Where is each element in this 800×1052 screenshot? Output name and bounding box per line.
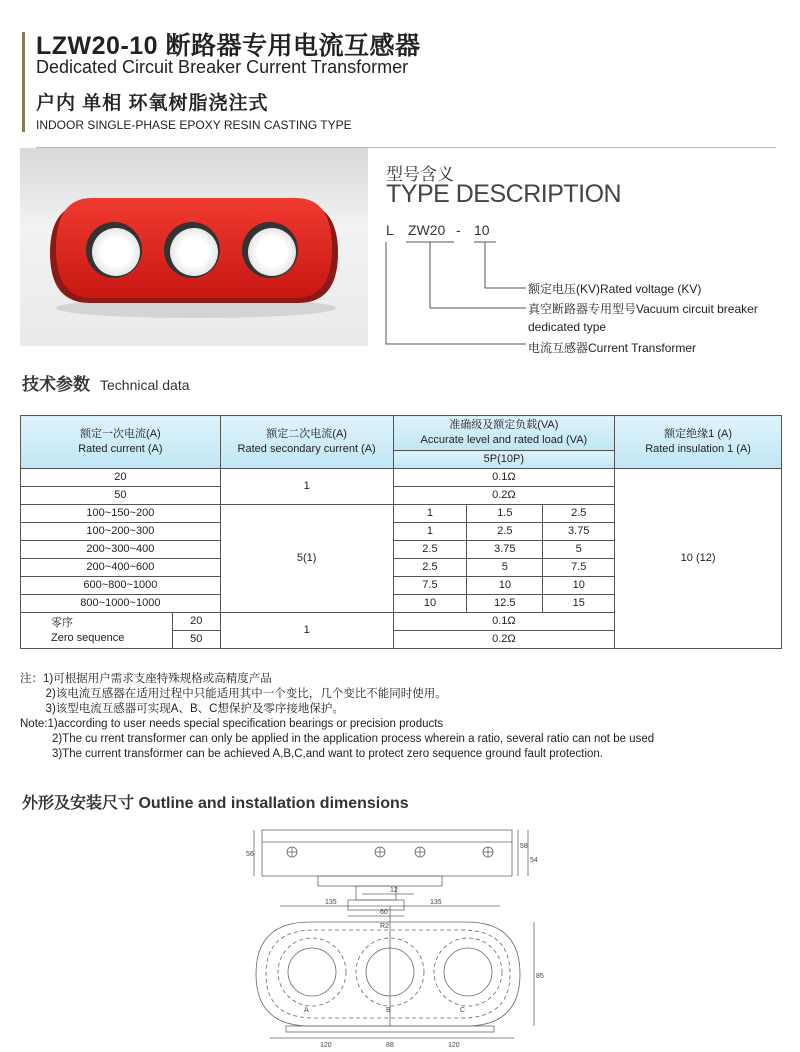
zero-sequence-cn: 零序	[51, 616, 73, 629]
cell-primary: 20	[172, 613, 220, 631]
cell-v2: 10	[467, 577, 543, 595]
cell-v2: 1.5	[467, 505, 543, 523]
header-accuracy-sub: 5P(10P)	[393, 451, 615, 469]
cell-v1: 2.5	[393, 559, 467, 577]
code-zw20: ZW20	[408, 222, 446, 238]
header-primary	[21, 416, 221, 469]
dim-56: 56	[246, 851, 254, 858]
tech-section-title	[22, 370, 190, 395]
type-line-voltage: 额定电压(KV)Rated voltage (KV)	[528, 282, 702, 296]
type-line-dedicated: dedicated type	[528, 320, 607, 334]
dim-85: 85	[536, 973, 544, 980]
header-secondary-en: Rated secondary current (A)	[237, 443, 376, 455]
product-photo	[20, 148, 368, 346]
code-dash: -	[456, 222, 461, 238]
page-subtitle-en: INDOOR SINGLE-PHASE EPOXY RESIN CASTING TYPE	[36, 118, 352, 132]
header-insulation-en: Rated insulation 1 (A)	[645, 443, 751, 455]
cell-load: 0.1Ω	[393, 613, 615, 631]
page-title-en: Dedicated Circuit Breaker Current Transformer	[36, 57, 409, 77]
cell-v1: 7.5	[393, 577, 467, 595]
cell-insulation: 10 (12)	[615, 469, 782, 649]
phase-label-a: A	[304, 1007, 309, 1014]
header-primary-en: Rated current (A)	[78, 443, 163, 455]
note-line: 3)The current transformer can be achieved A,B,C,and want to protect zero sequence ground fault protection.	[20, 748, 603, 760]
dim-88: 88	[386, 1042, 394, 1048]
outline-section-title: 外形及安装尺寸 Outline and installation dimensions	[22, 795, 409, 812]
cell-secondary: 1	[220, 613, 393, 649]
cell-v3: 10	[543, 577, 615, 595]
type-leader-lines	[380, 236, 530, 351]
note-line: 注：1)可根据用户需求支座特殊规格或高精度产品	[20, 673, 272, 685]
cell-secondary: 5(1)	[220, 505, 393, 613]
table-header-row	[21, 416, 782, 451]
dim-120-right: 120	[448, 1042, 460, 1048]
table-row	[21, 469, 782, 487]
type-line-breaker: 真空断路器专用型号Vacuum circuit breaker	[528, 302, 758, 316]
cell-primary: 200~400~600	[21, 559, 221, 577]
cell-v2: 5	[467, 559, 543, 577]
notes	[20, 672, 654, 762]
type-desc-title: 型号含义	[386, 165, 454, 184]
cell-v1: 10	[393, 595, 467, 613]
code-10: 10	[474, 222, 490, 238]
code-l: L	[386, 222, 394, 238]
phase-label-b: B	[386, 1007, 391, 1014]
cell-primary: 200~300~400	[21, 541, 221, 559]
transformer-image	[20, 148, 368, 346]
dim-135-right: 135	[430, 899, 442, 906]
cell-v3: 2.5	[543, 505, 615, 523]
tech-table	[20, 415, 782, 649]
dim-135-left: 135	[325, 899, 337, 906]
cell-v3: 15	[543, 595, 615, 613]
tech-title-cn: 技术参数	[22, 375, 90, 394]
cell-primary: 600~800~1000	[21, 577, 221, 595]
cell-load: 0.2Ω	[393, 631, 615, 649]
dim-12: 12	[390, 887, 398, 894]
cell-v1: 2.5	[393, 541, 467, 559]
cell-primary: 50	[21, 487, 221, 505]
type-desc-title-en: TYPE DESCRIPTION	[386, 180, 622, 208]
header-primary-cn: 额定一次电流(A)	[80, 428, 161, 440]
cell-load: 0.1Ω	[393, 469, 615, 487]
cell-v2: 12.5	[467, 595, 543, 613]
page-subtitle: 户内 单相 环氧树脂浇注式	[36, 93, 269, 114]
cell-v1: 1	[393, 505, 467, 523]
header-accuracy-en: Accurate level and rated load (VA)	[420, 434, 588, 446]
cell-secondary: 1	[220, 469, 393, 505]
cell-zero-sequence	[21, 613, 173, 649]
note-line: Note:1)according to user needs special specification bearings or precision products	[20, 718, 444, 730]
cell-primary: 800~1000~1000	[21, 595, 221, 613]
note-line: 2)该电流互感器在适用过程中只能适用其中一个变比，几个变比不能同时使用。	[20, 688, 447, 700]
dim-120-left: 120	[320, 1042, 332, 1048]
cell-primary: 100~200~300	[21, 523, 221, 541]
cell-primary: 20	[21, 469, 221, 487]
tech-title-en: Technical data	[100, 377, 190, 393]
cell-v1: 1	[393, 523, 467, 541]
dim-54: 54	[530, 857, 538, 864]
header-insulation-cn: 额定绝缘1 (A)	[664, 428, 732, 440]
cell-load: 0.2Ω	[393, 487, 615, 505]
note-line: 2)The cu rrent transformer can only be applied in the application process wherein a ratio, several ratio can not be used	[20, 733, 655, 745]
note-line: 3)该型电流互感器可实现A、B、C想保护及零序接地保护。	[20, 703, 344, 715]
outline-drawing	[230, 818, 550, 1048]
cell-primary: 100~150~200	[21, 505, 221, 523]
cell-v2: 2.5	[467, 523, 543, 541]
page-title: LZW20-10 断路器专用电流互感器	[36, 32, 421, 60]
cell-v2: 3.75	[467, 541, 543, 559]
zero-sequence-en: Zero sequence	[51, 631, 125, 644]
phase-label-c: C	[460, 1007, 466, 1014]
cell-v3: 3.75	[543, 523, 615, 541]
cell-primary: 50	[172, 631, 220, 649]
header-secondary-cn: 额定二次电流(A)	[266, 428, 347, 440]
cell-v3: 7.5	[543, 559, 615, 577]
header-insulation	[615, 416, 782, 469]
header-accuracy-cn: 准确级及额定负载(VA)	[449, 419, 559, 431]
dim-r2: R2	[380, 923, 389, 930]
accent-bar	[22, 32, 25, 132]
cell-v3: 5	[543, 541, 615, 559]
type-line-ct: 电流互感器Current Transformer	[528, 341, 697, 355]
dim-60: 60	[380, 909, 388, 916]
header-accuracy	[393, 416, 615, 451]
header-secondary	[220, 416, 393, 469]
dim-58: 58	[520, 843, 528, 850]
